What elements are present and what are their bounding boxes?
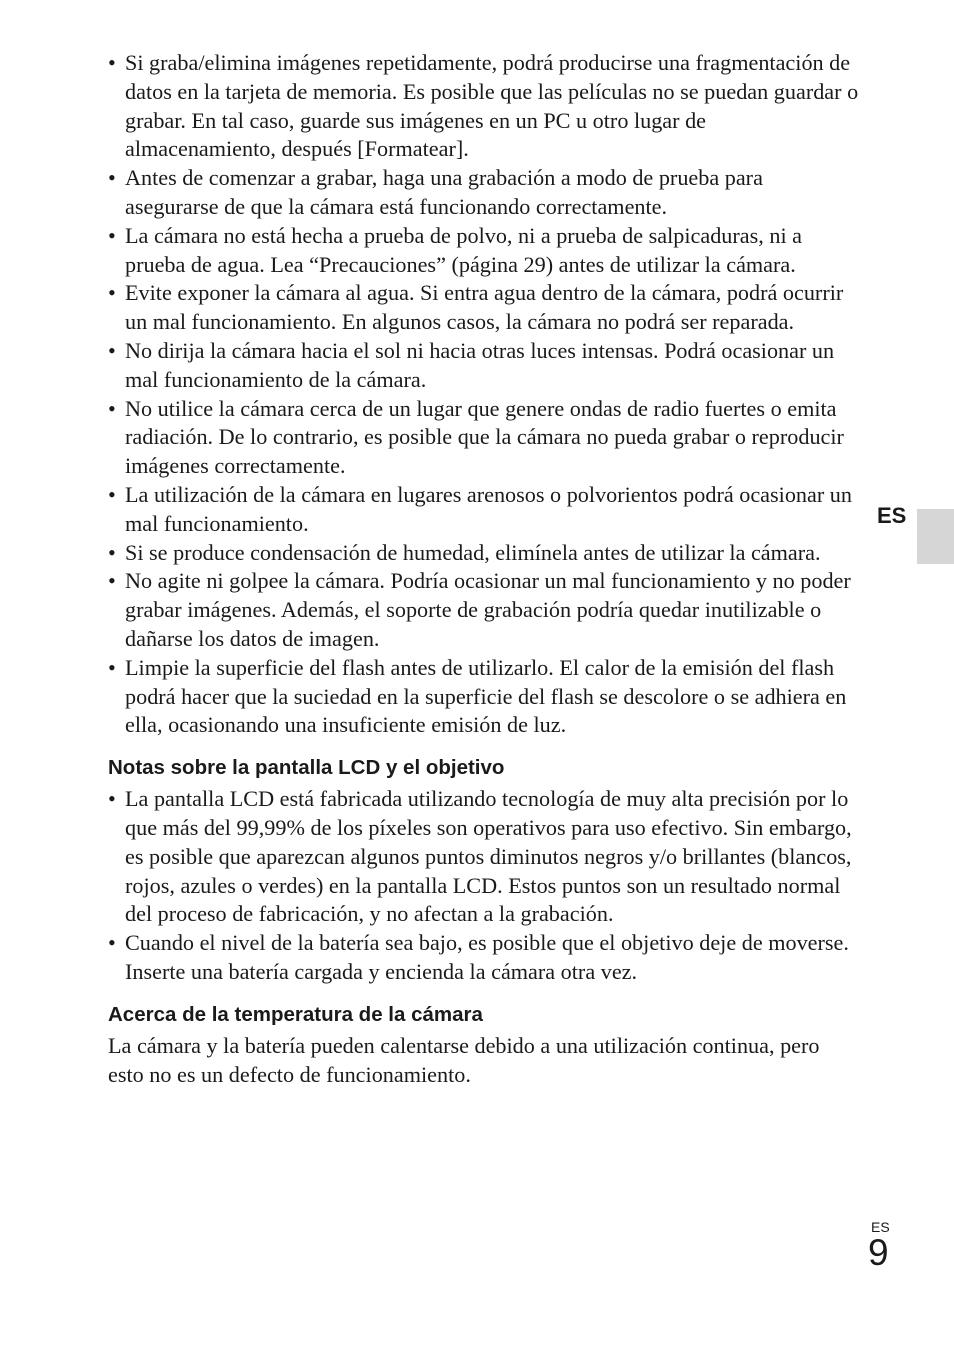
list-item [108,395,860,481]
list-item [108,337,860,395]
list-item [108,539,860,568]
list-item-text: No agite ni golpee la cámara. Podría ocasionar un mal funcionamiento y no poder grabar imágenes. Además, el soporte de grabación podría quedar inutilizable o dañarse los datos de imagen. [125,568,851,651]
lcd-section-heading: Notas sobre la pantalla LCD y el objetivo [108,756,505,780]
language-tab-marker [917,509,954,564]
bullet-icon: • [108,280,116,306]
bullet-icon: • [108,930,116,956]
list-item-text: La utilización de la cámara en lugares arenosos o polvorientos podrá ocasionar un mal funcionamiento. [125,481,852,536]
list-item-text: Si graba/elimina imágenes repetidamente, podrá producirse una fragmentación de datos en la tarjeta de memoria. Es posible que las películas no se puedan guardar o grabar. En tal caso, guarde sus imágenes en un PC u otro lugar de almacenamiento, después [Formatear]. [125,50,859,162]
list-item [108,567,860,653]
list-item [108,164,860,222]
list-item-text: Evite exponer la cámara al agua. Si entra agua dentro de la cámara, podrá ocurrir un mal funcionamiento. En algunos casos, la cámara no podrá ser reparada. [125,280,844,335]
list-item-text: No dirija la cámara hacia el sol ni hacia otras luces intensas. Podrá ocasionar un mal funcionamiento de la cámara. [125,337,835,392]
general-notes-list [108,49,860,740]
list-item [108,481,860,539]
bullet-icon: • [108,337,116,363]
list-item-text: La cámara no está hecha a prueba de polvo, ni a prueba de salpicaduras, ni a prueba de agua. Lea “Precauciones” (página 29) antes de utilizar la cámara. [125,222,803,277]
list-item-text: Limpie la superficie del flash antes de utilizarlo. El calor de la emisión del flash podrá hacer que la suciedad en la superficie del flash se descolore o se adhiera en ella, ocasionando una insuficiente emisión de luz. [125,654,847,738]
list-item [108,279,860,337]
bullet-icon: • [108,786,116,812]
list-item [108,222,860,280]
temperature-section-text: La cámara y la batería pueden calentarse debido a una utilización continua, pero esto no es un defecto de funcionamiento. [108,1032,820,1087]
bullet-icon: • [108,568,116,594]
page-number: 9 [868,1232,889,1273]
language-tab-label: ES [877,503,907,528]
list-item-text: La pantalla LCD está fabricada utilizando tecnología de muy alta precisión por lo que más del 99,99% de los píxeles son operativos para uso efectivo. Sin embargo, es posible que aparezcan algunos puntos diminutos negros y/o brillantes (blancos, rojos, azules o verdes) en la pantalla LCD. Estos puntos son un resultado normal del proceso de fabricación, y no afectan a la grabación. [125,786,852,927]
bullet-icon: • [108,481,116,507]
bullet-icon: • [108,50,116,75]
footer-language: ES [871,1219,890,1235]
list-item [108,49,860,164]
list-item [108,785,860,929]
bullet-icon: • [108,539,116,565]
bullet-icon: • [108,222,116,248]
bullet-icon: • [108,395,116,421]
list-item-text: No utilice la cámara cerca de un lugar que genere ondas de radio fuertes o emita radiación. De lo contrario, es posible que la cámara no pueda grabar o reproducir imágenes correctamente. [125,395,844,479]
page-content [108,49,860,1089]
lcd-notes-list [108,785,860,987]
bullet-icon: • [108,654,116,680]
list-item [108,929,860,987]
list-item-text: Cuando el nivel de la batería sea bajo, es posible que el objetivo deje de moverse. Inserte una batería cargada y encienda la cámara otra vez. [125,930,849,984]
bullet-icon: • [108,165,116,191]
temperature-section-heading: Acerca de la temperatura de la cámara [108,1002,483,1026]
list-item-text: Antes de comenzar a grabar, haga una grabación a modo de prueba para asegurarse de que la cámara está funcionando correctamente. [125,165,763,219]
list-item-text: Si se produce condensación de humedad, elimínela antes de utilizar la cámara. [125,539,821,565]
list-item [108,654,860,740]
